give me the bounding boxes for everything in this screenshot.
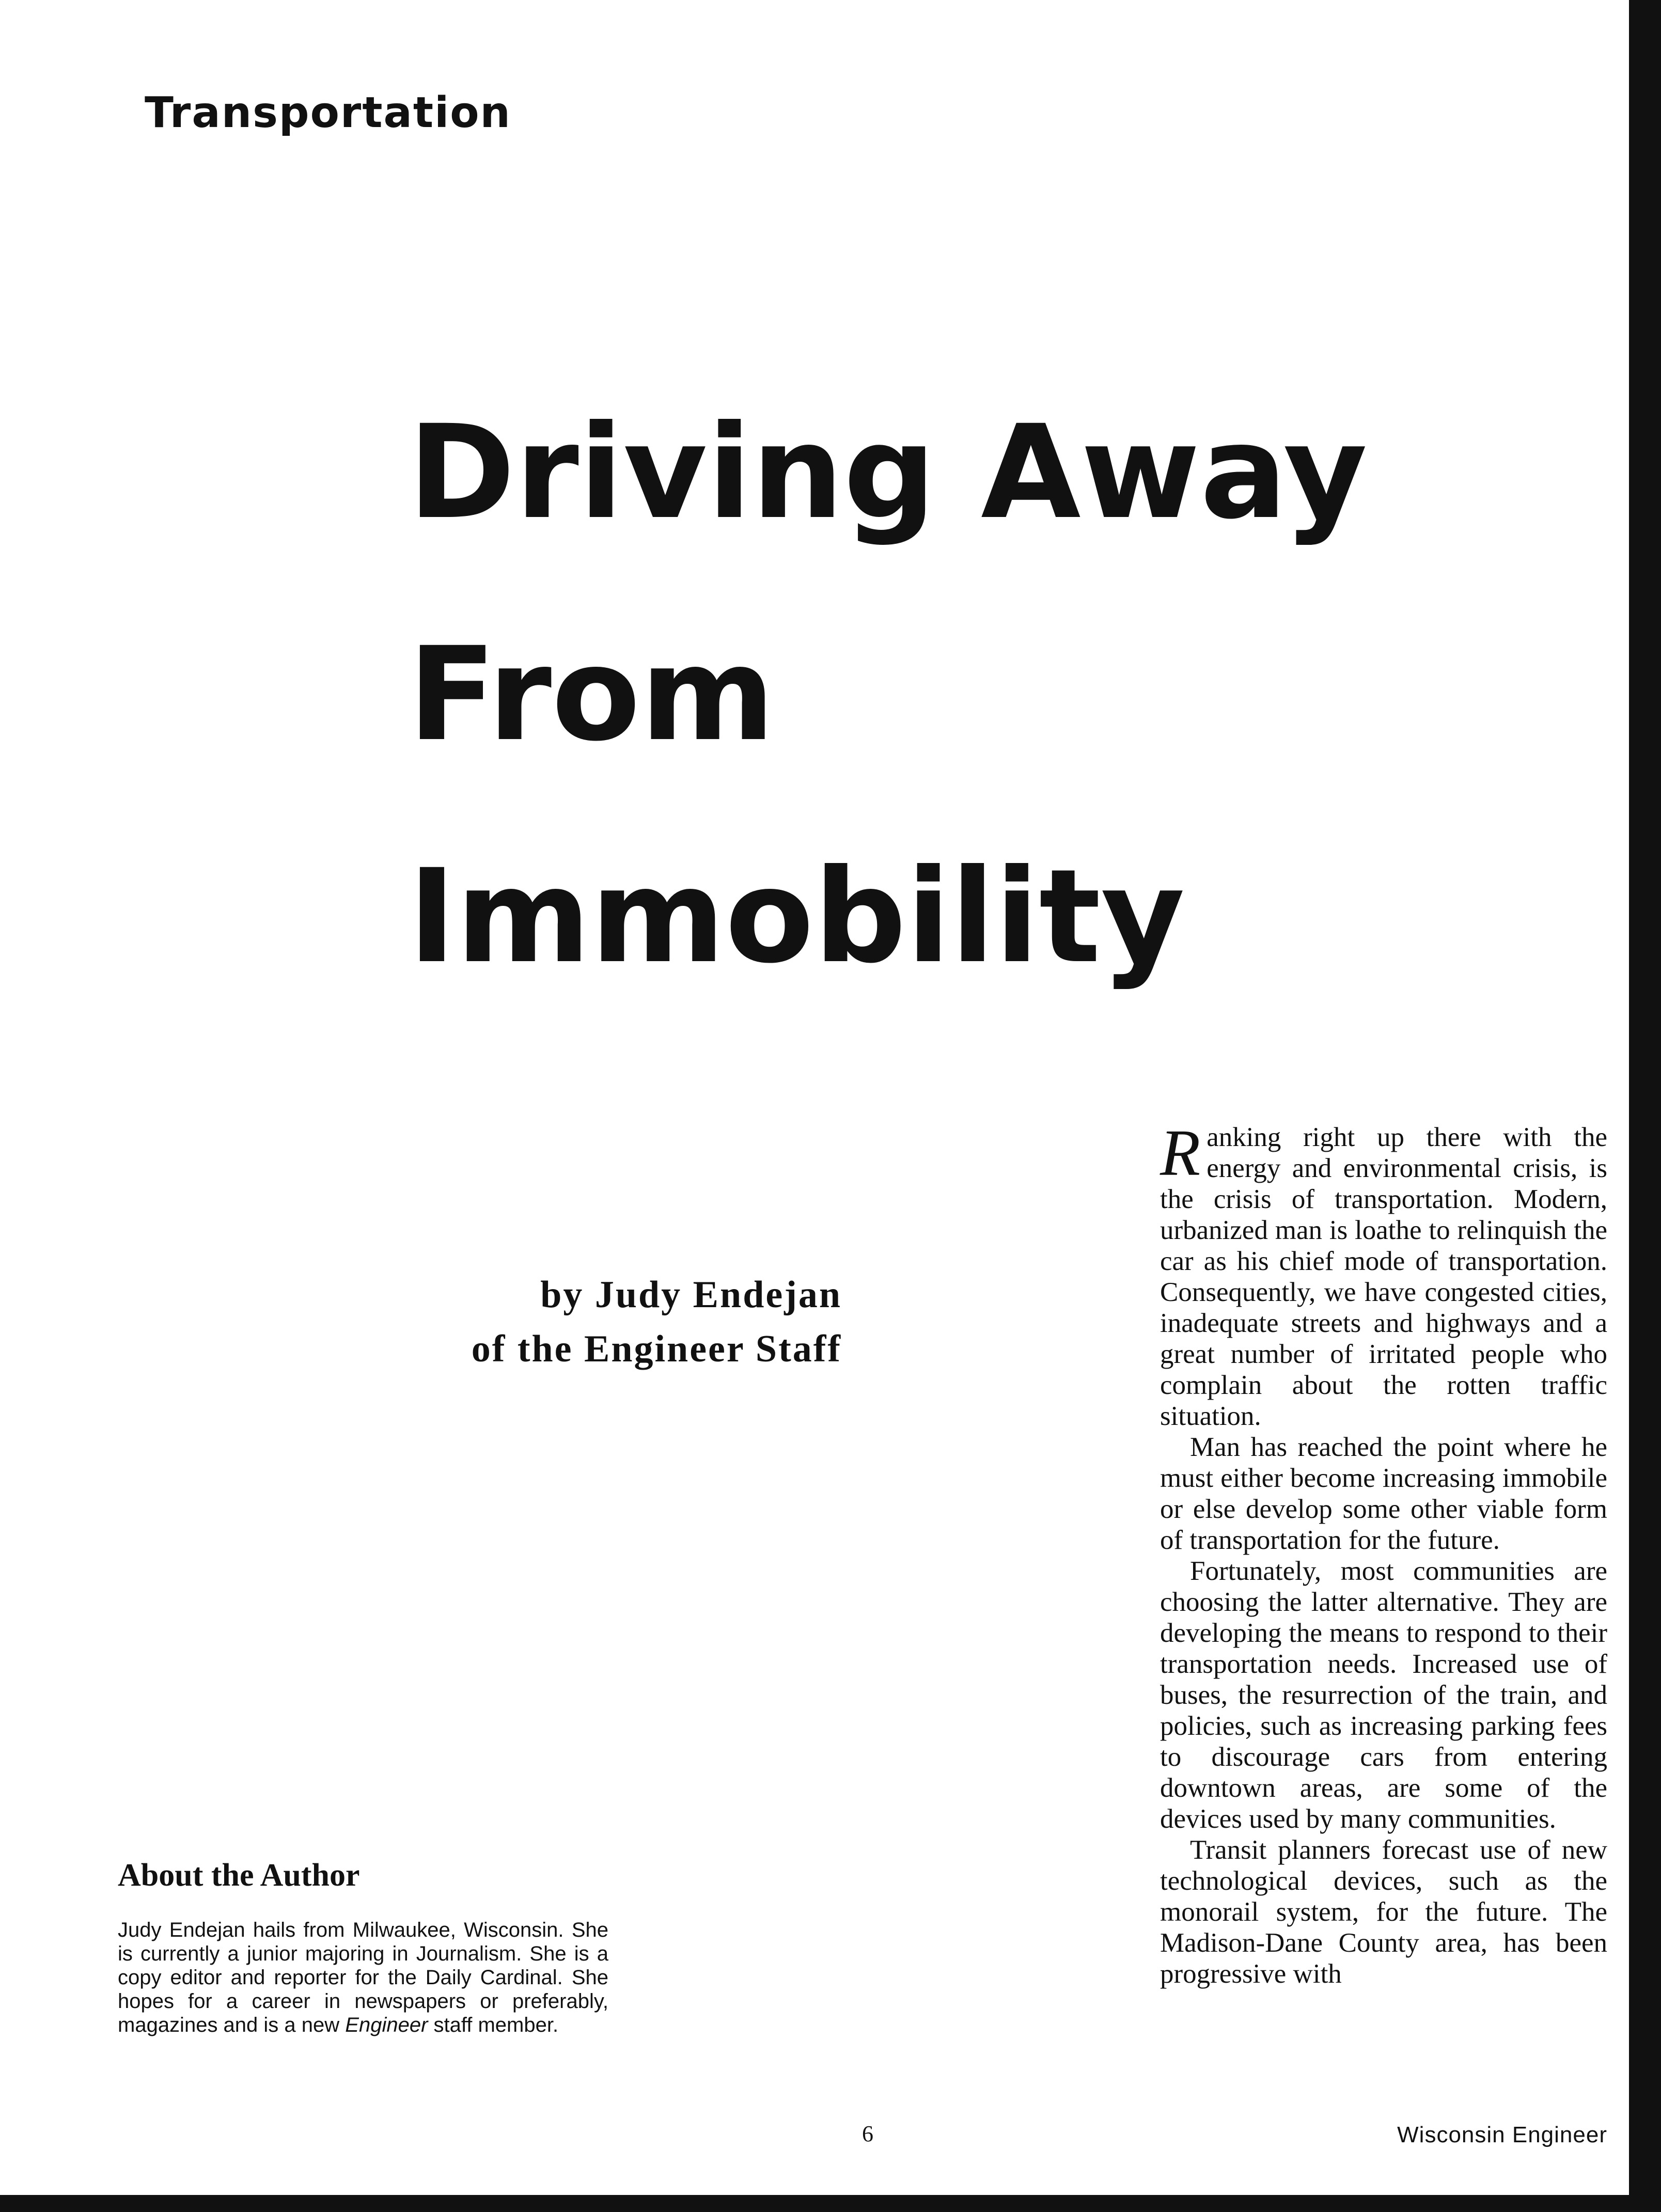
article-paragraph-2: Man has reached the point where he must either become increasing immobile or else develop some other viable form of transportation for the future. [1160, 1432, 1607, 1555]
about-author-bio [118, 1918, 608, 2037]
article-headline [408, 362, 1596, 1028]
bio-text-end: staff member. [428, 2014, 559, 2036]
article-paragraph-4: Transit planners forecast use of new technological devices, such as the monorail system, for the future. The Madison-Dane County area, has been progressive with [1160, 1835, 1607, 1989]
drop-cap: R [1160, 1116, 1201, 1189]
headline-line-2: From [408, 619, 775, 770]
byline [362, 1268, 842, 1376]
bio-publication-name: Engineer [345, 2014, 428, 2036]
article-paragraph-1 [1160, 1116, 1607, 1432]
publication-footer: Wisconsin Engineer [1397, 2122, 1607, 2147]
headline-line-1: Driving Away [408, 397, 1368, 547]
scan-border-right [1629, 0, 1661, 2212]
page-number: 6 [862, 2121, 873, 2146]
byline-author: by Judy Endejan [540, 1274, 842, 1316]
headline-line-3: Immobility [408, 841, 1185, 992]
about-author-heading: About the Author [118, 1858, 360, 1893]
article-paragraph-3: Fortunately, most communities are choosing the latter alternative. They are developing the means to respond to their transportation needs. Increased use of buses, the resurrection of the train, and policies, such as increasing parking fees to discourage cars from entering downtown areas, are some of the devices used by many communities. [1160, 1556, 1607, 1834]
paragraph-1-text: anking right up there with the energy and environmental crisis, is the crisis of transportation. Modern, urbanized man is loathe to relinquish the car as his chief mode of transportation. Consequently, we have congested cities, inadequate streets and highways and a great number of irritated people who complain about the rotten traffic situation. [1160, 1122, 1607, 1431]
about-author-box [118, 1859, 608, 2037]
article-body-column [1160, 1116, 1607, 1989]
section-label: Transportation [145, 88, 511, 137]
scan-border-bottom [0, 2195, 1661, 2212]
byline-affiliation: of the Engineer Staff [471, 1328, 842, 1370]
bio-text-start: Judy Endejan hails from Milwaukee, Wisconsin. She is currently a junior majoring in Journalism. She is a copy editor and reporter for the Daily Cardinal. She hopes for a career in newspapers or preferably, magazines and is a new [118, 1919, 608, 2036]
